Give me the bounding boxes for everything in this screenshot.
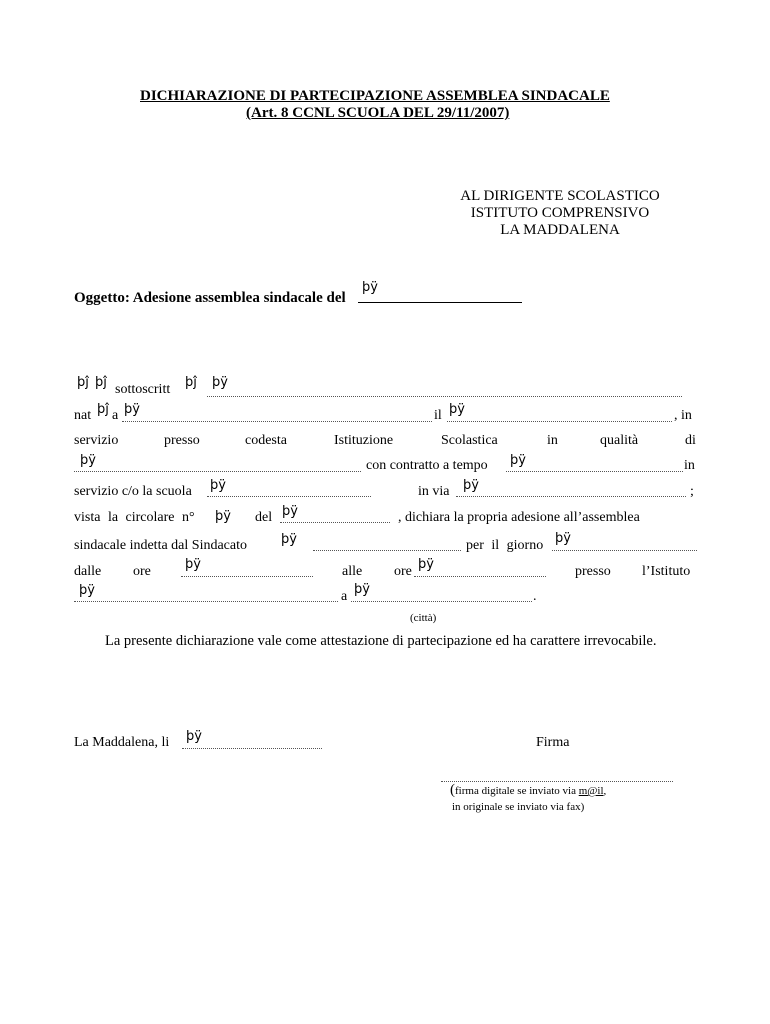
role-field[interactable]: þÿ [80,453,96,468]
di-word: di [685,433,696,448]
school-line [207,496,371,497]
union-field[interactable]: þÿ [281,532,297,547]
subject-label: Oggetto: Adesione assemblea sindacale del [74,290,346,306]
del-label: del [255,510,273,525]
role-line [74,471,361,472]
signature-line [441,781,673,782]
in-word: in [547,433,558,448]
note-line-2: in originale se inviato via fax) [452,801,585,813]
istituzione-word: Istituzione [334,433,394,448]
street-line [456,496,686,497]
gender-field-2[interactable]: þĵ [95,375,107,390]
note-line-1: firma digitale se inviato via [455,785,576,797]
place-date-label: La Maddalena, li [74,735,170,750]
end-time-field[interactable]: þÿ [418,557,434,572]
institute-field[interactable]: þÿ [79,583,95,598]
note-comma: , [603,785,607,797]
qualita-word: qualità [600,433,639,448]
mail-link[interactable]: m@il [578,785,604,797]
semicolon: ; [690,484,694,499]
in-label: , in [674,408,692,423]
union-line [313,550,461,551]
document-subtitle: (Art. 8 CCNL SCUOLA DEL 29/11/2007) [246,105,510,121]
presso-label: presso [575,564,611,579]
presso-word: presso [164,433,200,448]
start-time-line [181,576,313,577]
contratto-label: con contratto a tempo [366,458,488,473]
document-title: DICHIARAZIONE DI PARTECIPAZIONE ASSEMBLEA SINDACALE [140,88,610,104]
contract-type-line [506,471,683,472]
meeting-date-line [552,550,697,551]
sindacato-label: sindacale indetta dal Sindacato [74,538,247,553]
via-label: in via [418,484,450,499]
subject-date-field[interactable]: þÿ [362,280,378,295]
birthplace-field[interactable]: þÿ [124,402,140,417]
in-label-2: in [684,458,695,473]
contract-type-field[interactable]: þÿ [510,453,526,468]
dalle-label: dalle [74,564,102,579]
institute-line [74,601,338,602]
gender-field-1[interactable]: þĵ [77,375,89,390]
circular-date-field[interactable]: þÿ [282,504,298,519]
recipient-line-1: AL DIRIGENTE SCOLASTICO [460,188,660,204]
city-a-label: a [341,589,348,604]
city-line [351,601,532,602]
ore-label-2: ore [394,564,412,579]
alle-label: alle [342,564,363,579]
nat-gender-field[interactable]: þĵ [97,402,109,417]
scolastica-word: Scolastica [441,433,498,448]
servizio-word: servizio [74,433,119,448]
name-field[interactable]: þÿ [212,375,228,390]
name-line [207,396,682,397]
signature-date-line [182,748,322,749]
scuola-label: servizio c/o la scuola [74,484,192,499]
dichiara-label: , dichiara la propria adesione all’assemblea [398,510,640,525]
meeting-date-field[interactable]: þÿ [555,531,571,546]
school-field[interactable]: þÿ [210,478,226,493]
recipient-line-2: ISTITUTO COMPRENSIVO [470,205,650,221]
istituto-label: l’Istituto [642,564,691,579]
end-time-line [414,576,546,577]
sottoscritt-label: sottoscritt [115,382,171,397]
nat-label: nat [74,408,92,423]
il-label: il [434,408,442,423]
signature-note [450,784,606,798]
subject-date-line [358,302,522,303]
circolare-label: vista la circolare n° [74,510,195,525]
period: . [533,589,537,604]
city-field[interactable]: þÿ [354,582,370,597]
citta-caption: (città) [410,612,437,624]
birthdate-field[interactable]: þÿ [449,402,465,417]
start-time-field[interactable]: þÿ [185,557,201,572]
giorno-label: per il giorno [466,538,544,553]
gender-field-3[interactable]: þĵ [185,375,197,390]
circular-date-line [280,522,390,523]
born-a-label: a [112,408,119,423]
statement-text: La presente dichiarazione vale come attestazione di partecipazione ed ha carattere irrevocabile. [105,633,657,649]
firma-label: Firma [536,735,570,750]
signature-date-field[interactable]: þÿ [186,729,202,744]
codesta-word: codesta [245,433,287,448]
circular-number-field[interactable]: þÿ [215,509,231,524]
birthdate-line [447,421,672,422]
note-paren: ( [450,782,455,798]
birthplace-line [122,421,432,422]
recipient-line-3: LA MADDALENA [500,222,620,238]
ore-label: ore [133,564,151,579]
street-field[interactable]: þÿ [463,478,479,493]
